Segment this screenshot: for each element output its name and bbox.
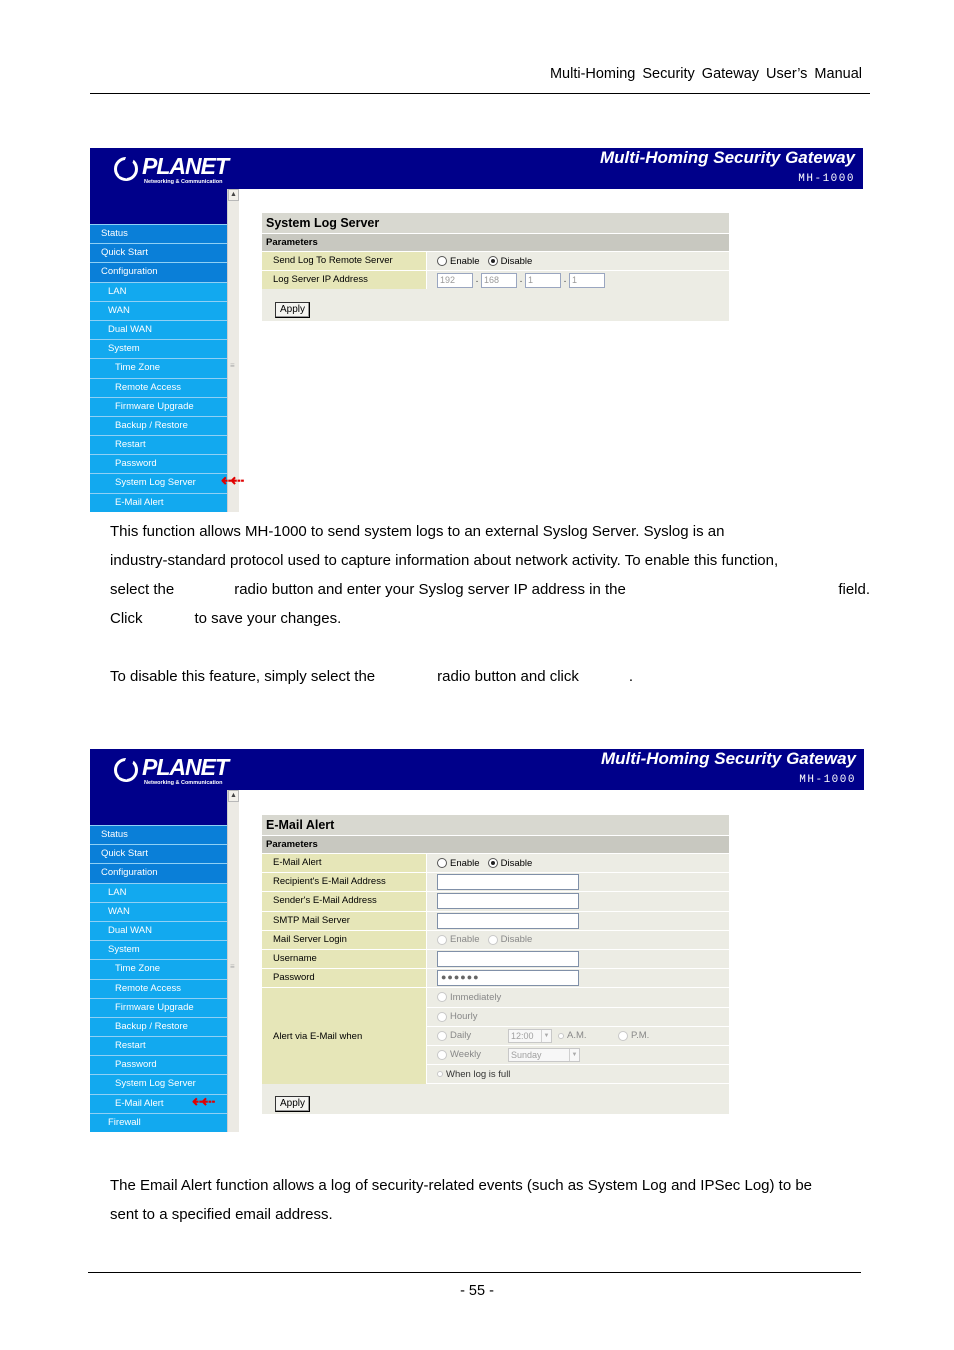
- syslog-panel: System Log Server Parameters Send Log To Remote Server Enable Disable Log Server IP Address 192 . 168 . 1 . 1 Apply: [262, 213, 729, 321]
- username-input[interactable]: [437, 951, 579, 967]
- am-radio[interactable]: A.M.: [558, 1030, 610, 1041]
- sidebar-nav: [90, 189, 227, 512]
- syslog-enable-radio[interactable]: Enable: [437, 256, 480, 267]
- weekly-radio[interactable]: Weekly: [437, 1049, 500, 1060]
- header-divider: [90, 93, 870, 94]
- smtp-server-input[interactable]: [437, 913, 579, 929]
- page-number: - 55 -: [460, 1283, 494, 1299]
- email-alert-label: E-Mail Alert: [262, 854, 427, 872]
- syslog-screenshot: [90, 148, 863, 512]
- banner: PLANET Networking & Communication Multi-Homing Security Gateway MH-1000: [90, 148, 863, 189]
- nav-item-configuration[interactable]: Configuration: [90, 863, 227, 882]
- weekly-day-select[interactable]: Sunday ▼: [508, 1048, 580, 1062]
- ip-address-label: Log Server IP Address: [262, 271, 427, 289]
- nav-item-quick-start[interactable]: Quick Start: [90, 243, 227, 262]
- nav-item-status[interactable]: Status: [90, 224, 227, 243]
- username-label: Username: [262, 950, 427, 968]
- email-enable-radio[interactable]: Enable: [437, 858, 480, 869]
- pm-radio[interactable]: P.M.: [618, 1030, 649, 1041]
- sender-label: Sender's E-Mail Address: [262, 892, 427, 910]
- nav-item-configuration[interactable]: Configuration: [90, 262, 227, 281]
- password-input[interactable]: ●●●●●●: [437, 970, 579, 986]
- ip-octet-1-input[interactable]: 192: [437, 273, 473, 288]
- nav-item-email-alert[interactable]: E-Mail Alert: [90, 1094, 227, 1113]
- log-full-radio[interactable]: When log is full: [437, 1069, 510, 1080]
- email-alert-description: The Email Alert function allows a log of security-related events (such as System Log and IPSec Log) to be sent to a specified email address.: [110, 1177, 813, 1223]
- login-disable-radio[interactable]: Disable: [488, 934, 533, 945]
- recipient-label: Recipient's E-Mail Address: [262, 873, 427, 891]
- disable-description: To disable this feature, simply select the radio button and click .: [110, 668, 634, 685]
- nav-item-time-zone[interactable]: Time Zone: [90, 358, 227, 377]
- nav-item-status[interactable]: Status: [90, 825, 227, 844]
- chevron-down-icon: ▼: [569, 1049, 579, 1061]
- email-apply-button[interactable]: Apply: [275, 1096, 310, 1112]
- send-log-label: Send Log To Remote Server: [262, 252, 427, 270]
- sidebar-scrollbar[interactable]: ▲ ≡: [227, 189, 239, 512]
- daily-time-select[interactable]: 12:00 ▼: [508, 1029, 552, 1043]
- nav-item-system-log-server[interactable]: System Log Server: [90, 1074, 227, 1093]
- nav-item-restart[interactable]: Restart: [90, 435, 227, 454]
- email-alert-panel: [262, 815, 729, 1114]
- nav-item-dual-wan[interactable]: Dual WAN: [90, 921, 227, 940]
- nav-item-remote-access[interactable]: Remote Access: [90, 378, 227, 397]
- syslog-disable-radio[interactable]: Disable: [488, 256, 533, 267]
- hourly-radio[interactable]: Hourly: [437, 1011, 477, 1022]
- nav-item-email-alert[interactable]: E-Mail Alert: [90, 493, 227, 512]
- banner: PLANET Networking & Communication Multi-Homing Security Gateway MH-1000: [90, 749, 864, 790]
- chevron-down-icon: ▼: [541, 1030, 551, 1042]
- page-header-title: Multi-Homing Security Gateway User’s Manual: [549, 66, 862, 82]
- highlight-arrow-icon: ⇠⇠: [221, 471, 240, 490]
- nav-item-restart[interactable]: Restart: [90, 1036, 227, 1055]
- smtp-label: SMTP Mail Server: [262, 912, 427, 930]
- nav-item-quick-start[interactable]: Quick Start: [90, 844, 227, 863]
- panel-title: E-Mail Alert: [262, 815, 729, 835]
- alert-when-label: Alert via E-Mail when: [262, 988, 427, 1084]
- nav-item-firmware-upgrade[interactable]: Firmware Upgrade: [90, 998, 227, 1017]
- ip-octet-3-input[interactable]: 1: [525, 273, 561, 288]
- sidebar-nav: [90, 790, 227, 1132]
- daily-radio[interactable]: Daily: [437, 1030, 500, 1041]
- nav-item-dual-wan[interactable]: Dual WAN: [90, 320, 227, 339]
- login-label: Mail Server Login: [262, 931, 427, 949]
- parameters-header: Parameters: [262, 835, 729, 853]
- syslog-apply-button[interactable]: Apply: [275, 302, 310, 318]
- immediately-radio[interactable]: Immediately: [437, 992, 501, 1003]
- model-label: MH-1000: [799, 774, 856, 786]
- nav-item-lan[interactable]: LAN: [90, 883, 227, 902]
- nav-item-password[interactable]: Password: [90, 454, 227, 473]
- sidebar-scrollbar[interactable]: ▲ ≡: [227, 790, 239, 1132]
- panel-title: System Log Server: [262, 213, 729, 233]
- nav-item-password[interactable]: Password: [90, 1055, 227, 1074]
- ip-octet-4-input[interactable]: 1: [569, 273, 605, 288]
- ip-octet-2-input[interactable]: 168: [481, 273, 517, 288]
- model-label: MH-1000: [798, 173, 855, 185]
- banner-title: Multi-Homing Security Gateway: [600, 749, 856, 768]
- parameters-header: Parameters: [262, 233, 729, 251]
- nav-item-firmware-upgrade[interactable]: Firmware Upgrade: [90, 397, 227, 416]
- nav-item-system[interactable]: System: [90, 339, 227, 358]
- recipient-email-input[interactable]: [437, 874, 579, 890]
- password-label: Password: [262, 969, 427, 987]
- login-enable-radio[interactable]: Enable: [437, 934, 480, 945]
- nav-item-remote-access[interactable]: Remote Access: [90, 979, 227, 998]
- scroll-up-icon[interactable]: ▲: [228, 189, 239, 201]
- nav-item-system-log-server[interactable]: System Log Server: [90, 473, 227, 492]
- footer-divider: [88, 1272, 861, 1273]
- email-disable-radio[interactable]: Disable: [488, 858, 533, 869]
- nav-item-wan[interactable]: WAN: [90, 902, 227, 921]
- highlight-arrow-icon: ⇠⇠: [192, 1092, 211, 1111]
- nav-item-backup-restore[interactable]: Backup / Restore: [90, 416, 227, 435]
- nav-item-time-zone[interactable]: Time Zone: [90, 959, 227, 978]
- syslog-description: This function allows MH-1000 to send system logs to an external Syslog Server. Syslog is an industry-standard protocol used to capture information about network activity. To enable this function, select the radio button and enter your Syslog server IP address in the field. Click to save your changes.: [110, 523, 870, 627]
- nav-item-firewall[interactable]: Firewall: [90, 1113, 227, 1132]
- nav-item-backup-restore[interactable]: Backup / Restore: [90, 1017, 227, 1036]
- nav-item-wan[interactable]: WAN: [90, 301, 227, 320]
- email-alert-screenshot: [90, 749, 864, 1132]
- nav-item-lan[interactable]: LAN: [90, 282, 227, 301]
- sender-email-input[interactable]: [437, 893, 579, 909]
- nav-item-system[interactable]: System: [90, 940, 227, 959]
- scroll-up-icon[interactable]: ▲: [228, 790, 239, 802]
- banner-title: Multi-Homing Security Gateway: [599, 148, 855, 167]
